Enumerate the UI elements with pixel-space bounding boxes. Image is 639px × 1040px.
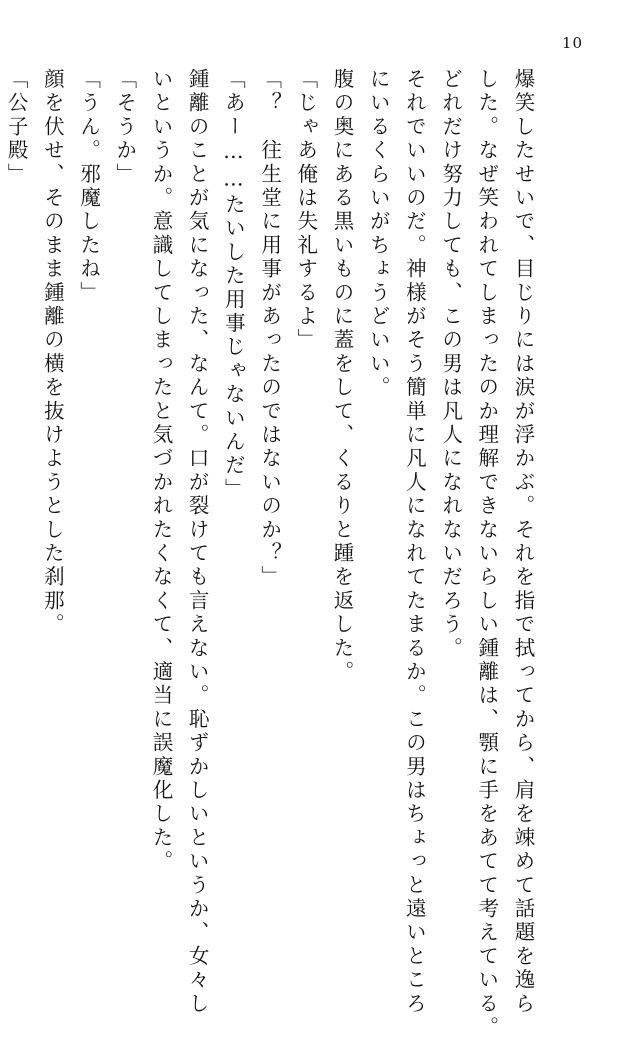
text-line: いというか。意識してしまったと気づかれたくなくて、適当に誤魔化した。 [148, 68, 173, 874]
text-line: 鍾離のことが気になった、なんて。口が裂けても言えない。恥ずかしいというか、女々し [185, 68, 210, 1016]
text-line: 顔を伏せ、そのまま鍾離の横を抜けようとした刹那。 [40, 68, 65, 637]
text-line: 爆笑したせいで、目じりには涙が浮かぶ。それを指で拭ってから、肩を竦めて話題を逸ら [511, 68, 535, 1017]
text-line: した。なぜ笑われてしまったのか理解できないらしい鍾離は、顎に手をあてて考えている。 [474, 68, 499, 1040]
text-line: それでいいのだ。神様がそう簡単に凡人になれてたまるか。この男はちょっと遠いところ [402, 68, 427, 1016]
vertical-text-body [0, 68, 541, 1040]
dialogue-line: 「公子殿」 [4, 68, 29, 187]
dialogue-line: 「そうか」 [112, 68, 137, 187]
dialogue-line: 「うん。邪魔したね」 [76, 68, 101, 305]
text-line: 腹の奥にある黒いものに蓋をして、くるりと踵を返した。 [329, 68, 354, 685]
dialogue-line: 「あー……たいした用事じゃないんだ」 [221, 68, 246, 502]
text-line: にいるくらいがちょうどいい。 [366, 68, 391, 400]
dialogue-line: 「？ 往生堂に用事があったのではないのか？」 [257, 68, 282, 590]
dialogue-line: 「じゃあ俺は失礼するよ」 [293, 68, 318, 353]
text-line: どれだけ努力しても、この男は凡人になれないだろう。 [438, 68, 463, 661]
page-number: 10 [562, 34, 584, 52]
